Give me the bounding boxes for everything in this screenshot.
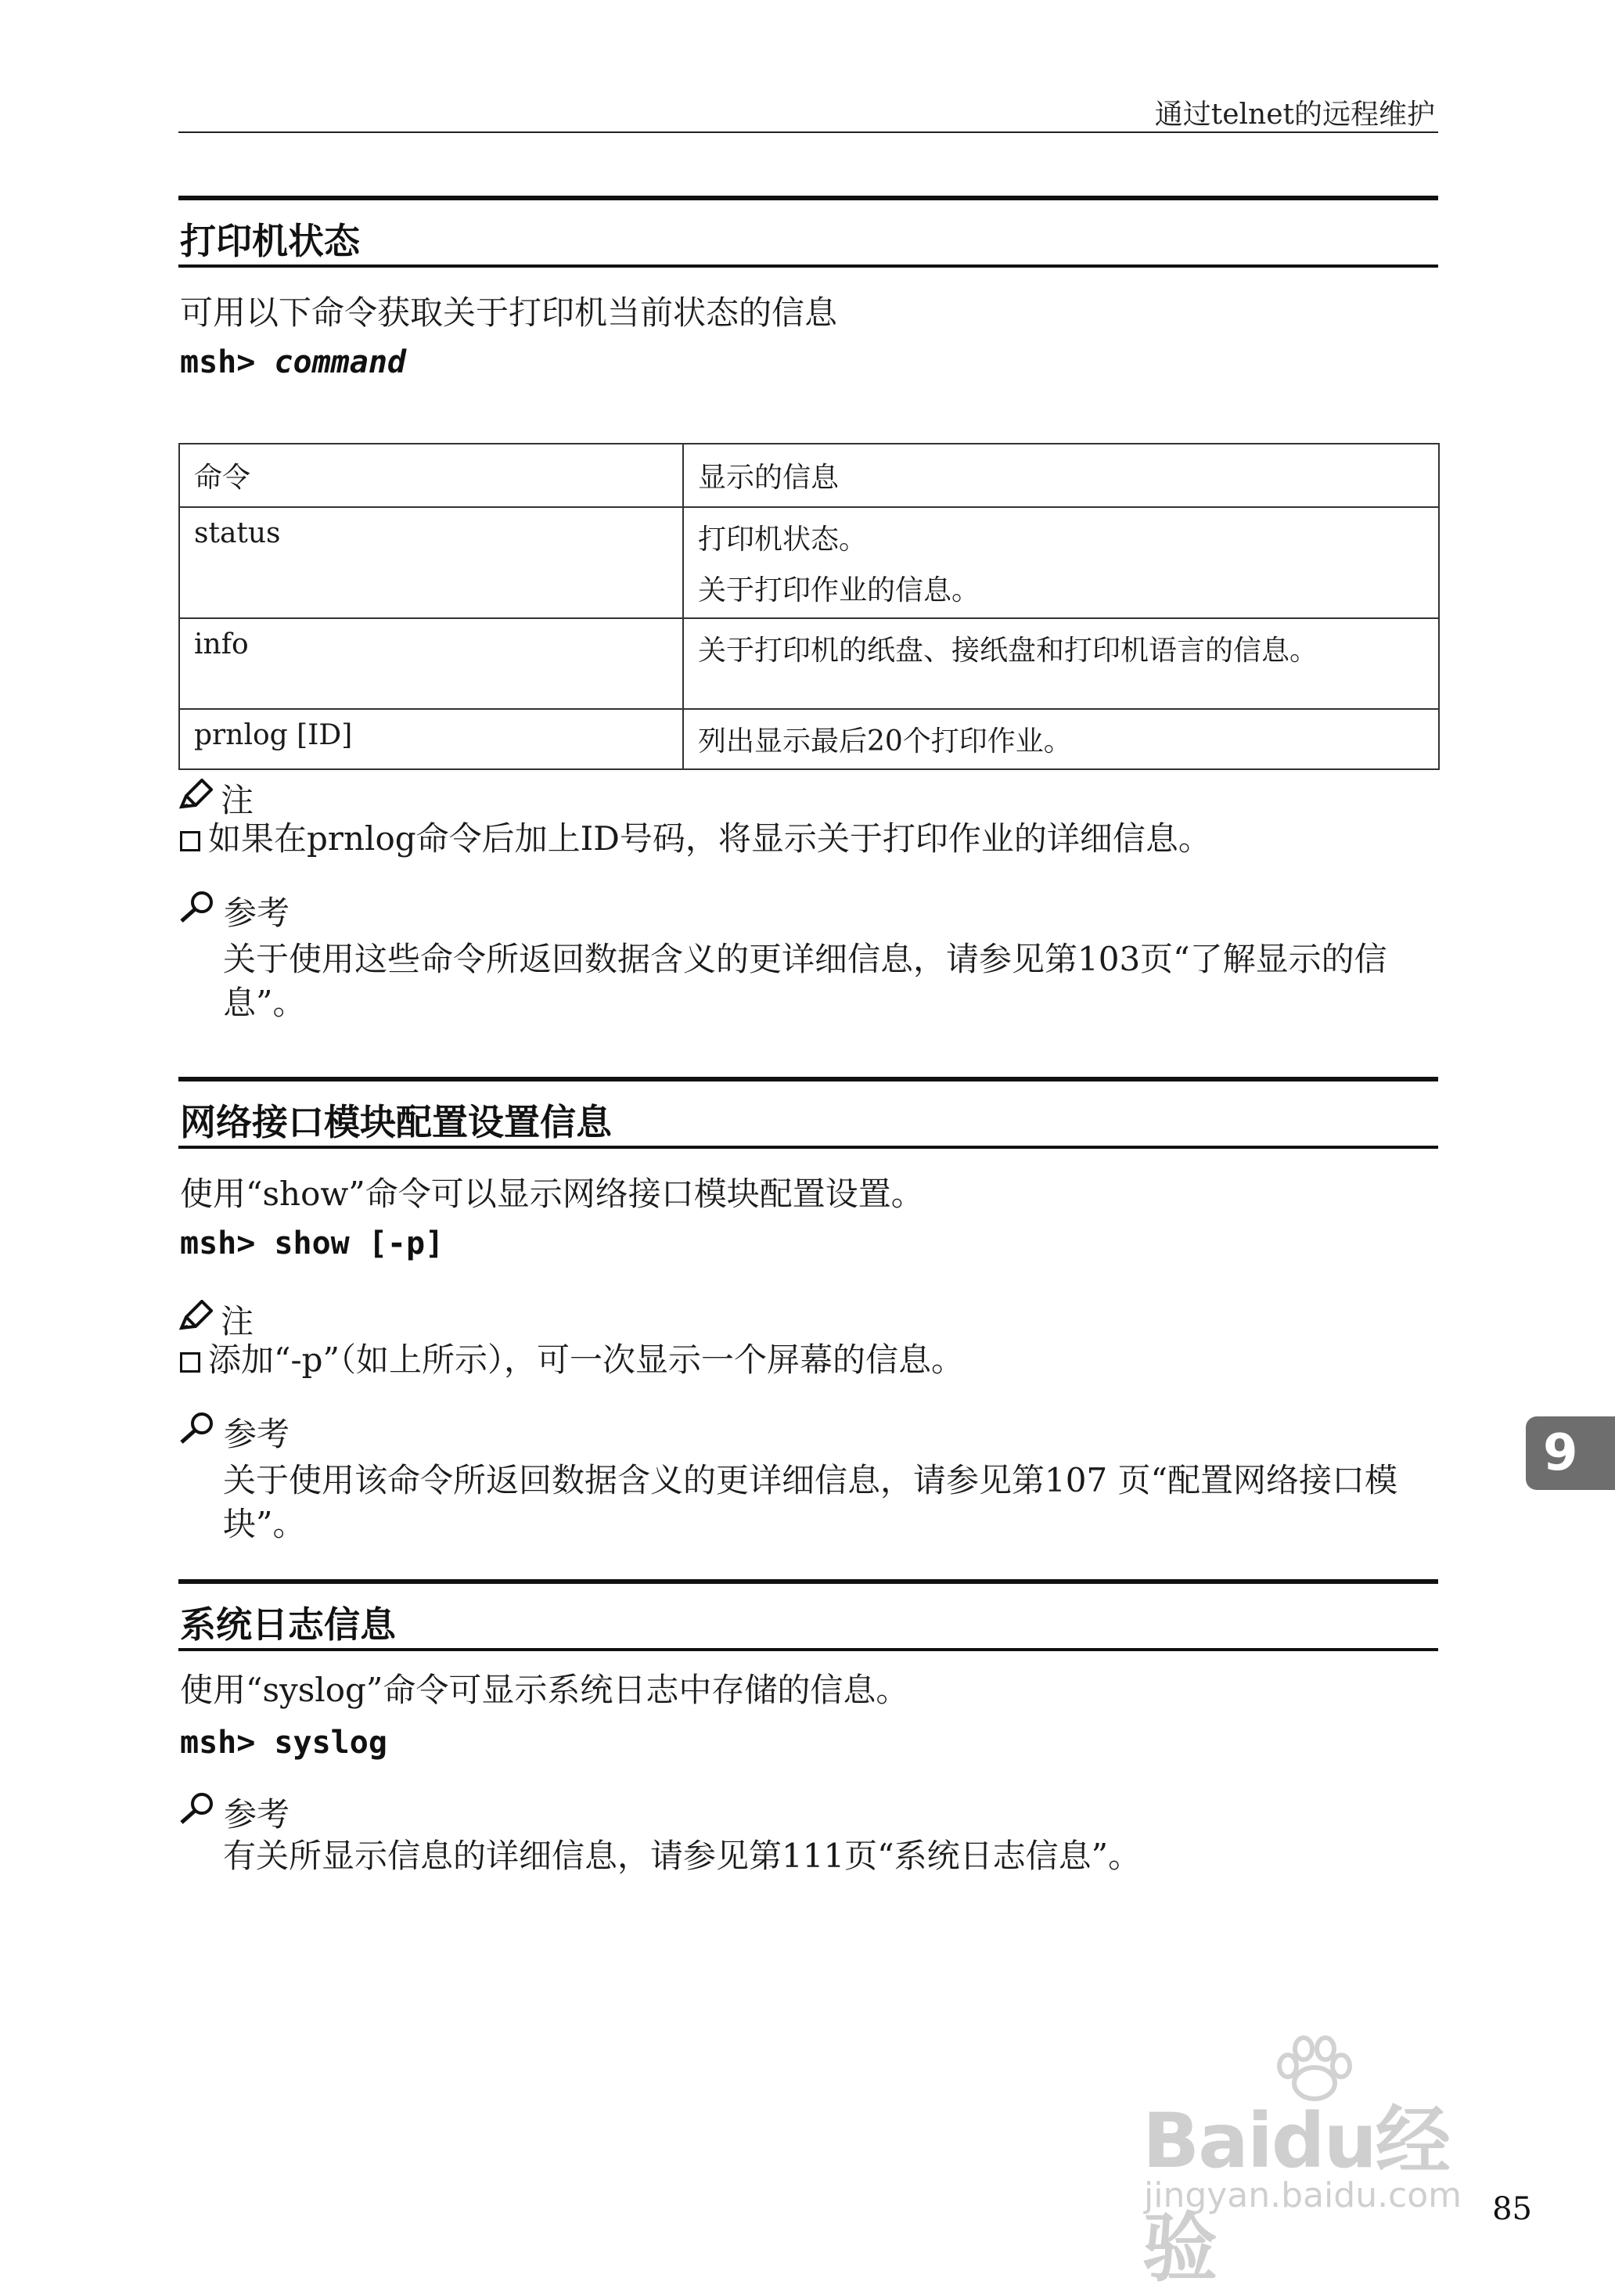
reference-heading (178, 887, 290, 934)
table-header-cell: 显示的信息 (683, 444, 1439, 507)
reference-label: 参考 (224, 1415, 290, 1453)
table-cell-info: 列出显示最后20个打印作业。 (683, 709, 1439, 769)
reference-text: 关于使用这些命令所返回数据含义的更详细信息，请参见第103页“了解显示的信息”。 (223, 940, 1387, 1022)
info-line: 关于打印作业的信息。 (698, 574, 980, 606)
chapter-tab: 9 (1526, 1416, 1615, 1490)
table-cell-command: prnlog [ID] (179, 709, 683, 769)
table-header-row (179, 444, 1439, 507)
code-argument: command (274, 344, 406, 380)
running-header: 通过telnet的远程维护 (1154, 99, 1435, 131)
command-table (178, 443, 1440, 770)
section-title-network-interface: 网络接口模块配置设置信息 (180, 1101, 612, 1143)
watermark-url: jingyan.baidu.com (1144, 2175, 1462, 2215)
section3-intro: 使用“syslog”命令可显示系统日志中存储的信息。 (180, 1671, 909, 1709)
table-row (179, 709, 1439, 769)
reference-text: 关于使用该命令所返回数据含义的更详细信息，请参见第107 页“配置网络接口模块”。 (223, 1461, 1397, 1543)
section-title-syslog: 系统日志信息 (180, 1603, 396, 1646)
code-prompt: msh> (180, 344, 256, 380)
reference-heading (178, 1409, 290, 1456)
section-rule-top (178, 1579, 1438, 1584)
watermark (1142, 2035, 1518, 2292)
table-header-cell: 命令 (179, 444, 683, 507)
magnifier-icon (178, 890, 216, 932)
magnifier-icon (178, 1791, 216, 1834)
section-rule-top (178, 1077, 1438, 1081)
table-cell-info: 关于打印机的纸盘、接纸盘和打印机语言的信息。 (683, 618, 1439, 709)
header-rule (178, 131, 1438, 133)
checkbox-bullet-icon (180, 831, 200, 851)
note-heading (178, 775, 254, 822)
note-label: 注 (221, 781, 254, 819)
note-text: 如果在prnlog命令后加上ID号码，将显示关于打印作业的详细信息。 (208, 819, 1211, 858)
table-cell-info (683, 507, 1439, 618)
table-row (179, 618, 1439, 709)
note-bullet (180, 1340, 964, 1380)
pencil-icon (178, 779, 213, 818)
section-title-printer-status: 打印机状态 (180, 220, 360, 262)
watermark-brand: Baidu经验 (1142, 2097, 1449, 2292)
reference-label: 参考 (224, 894, 290, 932)
note-label: 注 (221, 1302, 254, 1341)
section2-intro: 使用“show”命令可以显示网络接口模块配置设置。 (180, 1175, 924, 1213)
note-text: 添加“-p”（如上所示），可一次显示一个屏幕的信息。 (208, 1341, 965, 1379)
reference-label: 参考 (224, 1795, 290, 1834)
checkbox-bullet-icon (180, 1352, 200, 1373)
section-rule-bottom (178, 1146, 1438, 1149)
note-heading (178, 1296, 254, 1343)
reference-heading (178, 1789, 290, 1836)
table-cell-command: status (179, 507, 683, 618)
note-bullet (180, 819, 1211, 859)
magnifier-icon (178, 1411, 216, 1453)
section1-intro: 可用以下命令获取关于打印机当前状态的信息 (180, 293, 838, 332)
info-line: 打印机状态。 (698, 524, 868, 556)
pencil-icon (178, 1300, 213, 1339)
reference-text: 有关所显示信息的详细信息，请参见第111页“系统日志信息”。 (223, 1837, 1142, 1875)
code-command (180, 344, 406, 380)
page-number: 85 (1492, 2191, 1532, 2227)
section-rule-top (178, 196, 1438, 200)
section-rule-bottom (178, 1648, 1438, 1651)
code-show: msh> show [-p] (180, 1225, 444, 1261)
table-row (179, 507, 1439, 618)
section-rule-bottom (178, 265, 1438, 268)
code-syslog: msh> syslog (180, 1725, 387, 1761)
table-cell-command: info (179, 618, 683, 709)
